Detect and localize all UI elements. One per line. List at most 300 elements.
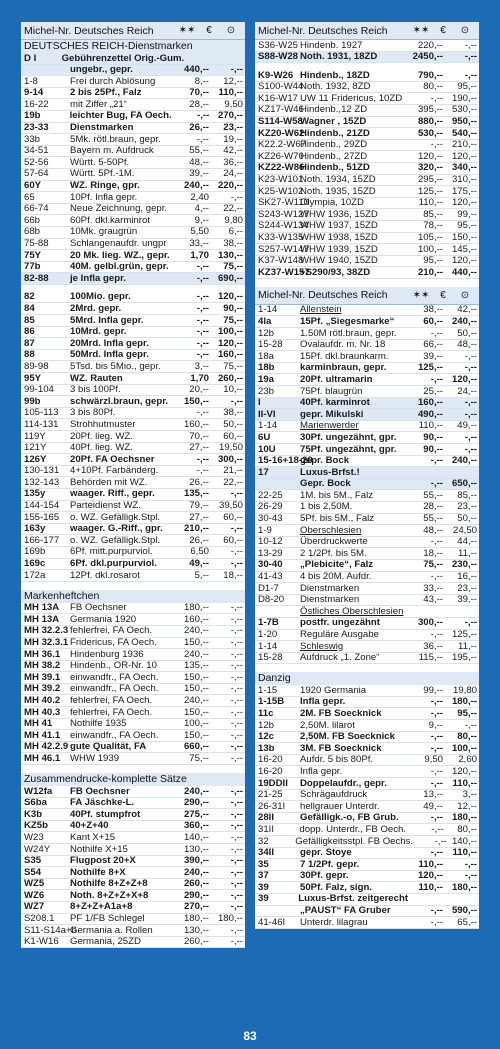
michel-number: 1-8 xyxy=(24,75,38,87)
price-used: -,-- xyxy=(464,69,477,81)
listing-row xyxy=(255,467,479,479)
price-used: 80,-- xyxy=(457,823,477,835)
description: 50Mrd. Infla gepr. xyxy=(70,349,149,361)
price-mint: -,-- xyxy=(196,465,209,477)
michel-number: 33b xyxy=(24,133,41,145)
michel-number: 84 xyxy=(24,302,35,314)
michel-number: 89-98 xyxy=(24,360,49,372)
description: 30Pf. ungezähnt, gpr. xyxy=(300,431,397,443)
price-mint: -,-- xyxy=(196,133,209,145)
listing-row xyxy=(255,824,479,836)
price-used: 270,-- xyxy=(217,110,243,122)
description: 6Pf. dkl.purpurviol. xyxy=(70,558,157,570)
price-mint: 440,-- xyxy=(183,64,209,76)
listing-row xyxy=(21,890,245,902)
price-used: -,-- xyxy=(464,408,477,420)
price-used: 22,-- xyxy=(223,203,243,215)
price-mint: 78,-- xyxy=(423,220,443,232)
price-used: 260,-- xyxy=(217,372,243,384)
listing-row xyxy=(255,618,479,630)
listing-row xyxy=(255,917,479,929)
listing-row xyxy=(255,444,479,456)
michel-number: 1-14 xyxy=(258,640,278,652)
price-mint: -,-- xyxy=(430,478,443,490)
michel-number: S54 xyxy=(24,866,42,878)
listing-row xyxy=(255,606,479,618)
price-mint: 150,-- xyxy=(183,671,209,683)
listing-row xyxy=(21,844,245,856)
price-used: 9,80 xyxy=(224,214,243,226)
listing-row xyxy=(21,396,245,408)
listing-row xyxy=(255,221,479,233)
price-mint: 240,-- xyxy=(183,866,209,878)
price-mint: 6,50 xyxy=(190,546,209,558)
listing-row xyxy=(21,99,245,111)
price-used: 42,-- xyxy=(223,145,243,157)
price-used: -,-- xyxy=(230,936,243,948)
price-used: 110,-- xyxy=(452,777,477,789)
condition-symbol: ✶✶ xyxy=(412,289,430,301)
price-mint: -,-- xyxy=(196,314,209,326)
description: Nothilfe 1935 xyxy=(70,718,127,730)
catalog-header xyxy=(21,22,245,40)
listing-row xyxy=(21,215,245,227)
price-used: 50,-- xyxy=(457,513,477,525)
price-mint: 9,-- xyxy=(428,719,443,731)
description: Hindenb., OR-Nr. 10 xyxy=(70,660,157,672)
price-mint: 120,-- xyxy=(417,870,443,882)
michel-number: 130-131 xyxy=(24,465,60,477)
section-heading: Markenheftchen xyxy=(21,590,245,603)
michel-number: 10U xyxy=(258,443,276,455)
price-mint: 33,-- xyxy=(189,238,209,249)
price-mint: 2,40 xyxy=(190,191,209,203)
listing-row xyxy=(21,315,245,327)
michel-number: 15-28 xyxy=(258,652,283,664)
catalog-panel xyxy=(255,63,479,279)
price-mint: 80,-- xyxy=(423,81,443,93)
michel-number: W24Y xyxy=(24,843,51,855)
michel-number: 88 xyxy=(24,349,35,361)
michel-number: 57-64 xyxy=(24,168,49,180)
price-used: 75,-- xyxy=(223,261,243,273)
price-used: -,-- xyxy=(230,683,243,695)
description: Hindenb. 1927 xyxy=(300,39,363,51)
michel-number: 1-20 xyxy=(258,629,278,640)
price-mint: 260,-- xyxy=(183,936,209,948)
description: 6Pf. mitt.purpurviol. xyxy=(70,546,153,558)
description: Olympia, 10ZD xyxy=(300,197,364,209)
price-mint: 27,-- xyxy=(189,442,209,454)
description: 1.50M rötl.braun, gepr. xyxy=(300,327,397,339)
description: dopp. Unterdr., FB Oech. xyxy=(299,823,407,835)
michel-number: 172a xyxy=(24,569,46,581)
description: 20Pf. lieg. WZ. xyxy=(70,430,133,442)
catalog-header xyxy=(255,22,479,40)
description: Luxus-Brfst.! xyxy=(300,466,360,478)
price-used: 140,-- xyxy=(451,835,477,847)
price-used: -,-- xyxy=(230,64,243,76)
michel-number: 169c xyxy=(24,558,46,570)
price-mint: 1,70 xyxy=(190,372,209,384)
price-used: -,-- xyxy=(230,637,243,648)
michel-number: KZ5b xyxy=(24,820,48,832)
listing-row xyxy=(21,157,245,169)
price-mint: 39,-- xyxy=(423,350,443,362)
price-mint: 39,-- xyxy=(189,168,209,180)
price-used: -,-- xyxy=(230,558,243,570)
description: Dienstmarken xyxy=(300,594,360,606)
listing-row xyxy=(255,743,479,755)
price-used: 110,-- xyxy=(452,847,477,859)
michel-number: S6ba xyxy=(24,797,47,809)
price-mint: -,-- xyxy=(196,272,209,284)
description: gepr. Stoye xyxy=(300,847,352,859)
listing-row xyxy=(255,163,479,175)
description: WZ. Ringe, gpr. xyxy=(70,180,140,192)
description: 75Pf. ungezähnt, gpr. xyxy=(300,443,397,455)
description: einwandfr., FA Oech. xyxy=(70,729,159,741)
price-used: 18,-- xyxy=(223,569,243,581)
price-used: 540,-- xyxy=(451,127,477,139)
description: 3M. FB Soecknick xyxy=(300,742,382,754)
price-mint: 240,-- xyxy=(183,180,209,192)
michel-number: 163y xyxy=(24,523,46,535)
price-mint: 290,-- xyxy=(183,797,209,809)
description: Oberschlesien xyxy=(300,524,362,536)
condition-symbol: € xyxy=(440,25,446,36)
price-mint: -,-- xyxy=(430,905,443,917)
price-mint: 270,-- xyxy=(183,901,209,913)
price-mint: 18,-- xyxy=(423,547,443,559)
listing-row xyxy=(255,894,479,906)
price-used: -,-- xyxy=(464,719,477,731)
price-used: 39,50 xyxy=(218,500,243,512)
listing-row xyxy=(21,408,245,420)
michel-number: 22-25 xyxy=(258,489,283,501)
description: gepr. Bock xyxy=(300,455,350,467)
price-mint: 25,-- xyxy=(423,385,443,397)
price-mint: 240,-- xyxy=(183,625,209,637)
michel-number: K16-W17 xyxy=(258,92,298,104)
price-mint: 530,-- xyxy=(417,127,443,139)
listing-row xyxy=(21,603,245,615)
michel-number: 75-88 xyxy=(24,238,49,249)
price-mint: 115,-- xyxy=(418,652,443,664)
price-used: 60,-- xyxy=(223,430,243,442)
price-used: 3,-- xyxy=(462,789,477,801)
price-mint: 120,-- xyxy=(417,150,443,162)
michel-number: 28II xyxy=(258,812,275,824)
price-mint: 36,-- xyxy=(423,640,443,652)
price-mint: 135,-- xyxy=(183,660,209,672)
price-used: 48,-- xyxy=(457,339,477,351)
listing-row xyxy=(255,490,479,502)
michel-number: S35 xyxy=(24,855,42,867)
price-used: -,-- xyxy=(230,831,243,843)
description: je Infla gepr. xyxy=(70,272,126,284)
description: Doppelaufdr., gepr. xyxy=(300,777,387,789)
michel-number: 19b xyxy=(24,110,41,122)
listing-row xyxy=(255,479,479,491)
price-used: 9,50 xyxy=(224,98,243,110)
price-mint: 100,-- xyxy=(417,243,443,255)
description: 10Mk. graugrün xyxy=(70,226,138,238)
listing-row xyxy=(255,572,479,584)
description: mit Ziffer „21“ xyxy=(70,98,127,110)
listing-row xyxy=(21,742,245,754)
price-used: -,-- xyxy=(464,397,477,409)
price-mint: 150,-- xyxy=(183,706,209,718)
description: Nothilfe 8+Z+Z+8 xyxy=(70,878,148,890)
michel-number: MH 39.1 xyxy=(24,671,61,683)
description: Hindenb., 29ZD xyxy=(300,139,368,151)
description: 40Pf. lieg. WZ. xyxy=(70,442,133,454)
michel-number: W23 xyxy=(24,831,44,843)
price-used: 50,-- xyxy=(457,327,477,339)
description: Germania a. Rollen xyxy=(70,924,153,936)
price-used: 160,-- xyxy=(217,349,243,361)
price-used: 23,-- xyxy=(457,582,477,594)
price-mint: 150,-- xyxy=(183,729,209,741)
michel-number: 121Y xyxy=(24,442,47,454)
listing-row xyxy=(255,363,479,375)
michel-number: MH 32.2.3 xyxy=(24,625,69,637)
price-used: 120,-- xyxy=(451,150,477,162)
michel-number: 119Y xyxy=(24,430,46,442)
michel-number: 4la xyxy=(258,315,272,327)
price-used: -,-- xyxy=(230,488,243,500)
description: 4+10Pf. Farbänderg. xyxy=(70,465,159,477)
listing-row xyxy=(21,146,245,158)
listing-row xyxy=(21,753,245,765)
description: 3 bis 100Pf. xyxy=(70,384,121,396)
price-mint: -,-- xyxy=(430,812,443,824)
price-used: 175,-- xyxy=(451,185,477,197)
listing-row xyxy=(255,882,479,894)
michel-number: 30-43 xyxy=(258,513,283,525)
listing-row xyxy=(255,583,479,595)
price-mint: 2450,-- xyxy=(412,51,443,63)
michel-number: 16-20 xyxy=(258,765,283,777)
price-used: -,-- xyxy=(230,671,243,683)
price-mint: 70,-- xyxy=(189,430,209,442)
price-mint: 320,-- xyxy=(417,162,443,174)
price-used: 120,-- xyxy=(451,373,477,385)
michel-number: 85 xyxy=(24,314,35,326)
description: Hindenburg 1936 xyxy=(70,648,144,660)
michel-number: 114-131 xyxy=(24,418,59,430)
michel-number: KZ37-W157 xyxy=(258,266,310,278)
michel-number: 82 xyxy=(24,291,35,303)
price-used: 38,-- xyxy=(223,238,243,249)
michel-number: 126Y xyxy=(24,453,47,465)
michel-number: 132-143 xyxy=(24,476,60,488)
listing-row xyxy=(21,570,245,582)
description: Dienstmarken xyxy=(70,122,134,134)
price-mint: 49,-- xyxy=(423,800,443,812)
description: waager. G.-Riff., gpr. xyxy=(70,523,163,535)
listing-row xyxy=(21,350,245,362)
description: Luxus-Brfst. zeitgerecht xyxy=(298,893,409,905)
description: Hindenb., 27ZD xyxy=(300,150,368,162)
listing-row xyxy=(21,512,245,524)
description: Reguläre Ausgabe xyxy=(300,629,379,640)
price-mint: 240,-- xyxy=(183,648,209,660)
price-used: 42,-- xyxy=(457,304,477,316)
price-used: -,-- xyxy=(230,889,243,901)
description: 20Pf. ultramarin xyxy=(300,373,373,385)
price-mint: 110,-- xyxy=(418,858,443,870)
description: WHW 1939, 15ZD xyxy=(300,243,378,255)
price-used: 120,-- xyxy=(451,255,477,267)
price-used: 39,-- xyxy=(457,594,477,606)
listing-row xyxy=(21,181,245,193)
michel-number: 144-154 xyxy=(24,500,60,512)
price-used: 49,-- xyxy=(457,420,477,432)
price-mint: 100,-- xyxy=(183,718,209,730)
description: Nothilfe 8+X xyxy=(70,866,126,878)
listing-row xyxy=(21,327,245,339)
description: 75Pf. blaugrün xyxy=(300,385,363,397)
price-used: -,-- xyxy=(230,878,243,890)
description: 40M. gelbl.grün, gepr. xyxy=(70,261,169,273)
price-used: 180,-- xyxy=(451,696,477,708)
left-column xyxy=(21,22,245,948)
michel-number: 155-165 xyxy=(24,511,60,523)
price-mint: 130,-- xyxy=(183,843,209,855)
description: 8+Z+Z+A1a+8 xyxy=(70,901,133,913)
price-used: 180,-- xyxy=(451,812,477,824)
listing-row xyxy=(255,256,479,268)
price-mint: 105,-- xyxy=(417,232,443,243)
price-mint: 125,-- xyxy=(417,185,443,197)
michel-number: 66-74 xyxy=(24,203,49,215)
price-used: 99,-- xyxy=(457,208,477,220)
michel-number: S88-W28 xyxy=(258,51,298,63)
listing-row xyxy=(255,316,479,328)
listing-row xyxy=(21,338,245,350)
description: Infla gepr. xyxy=(300,696,346,708)
price-used: 130,-- xyxy=(217,249,243,261)
michel-number: K22.2-W67 xyxy=(258,139,306,151)
price-mint: 28,-- xyxy=(423,501,443,513)
description: 10Pf. Infla gepr. xyxy=(70,191,138,203)
price-used: -,-- xyxy=(464,51,477,63)
michel-number: 21-25 xyxy=(258,789,283,801)
price-used: 2,60 xyxy=(458,754,477,766)
price-mint: 150,-- xyxy=(183,395,209,407)
price-used: 16,-- xyxy=(457,571,477,583)
price-mint: -,-- xyxy=(430,455,443,467)
condition-symbol: ⊙ xyxy=(226,25,236,36)
description: Aufdruck „1. Zone“ xyxy=(300,652,380,664)
listing-row xyxy=(255,40,479,52)
michel-number: I xyxy=(258,397,261,409)
price-used: 90,-- xyxy=(223,302,243,314)
michel-number: 19DDII xyxy=(258,777,288,789)
description: 12Pf. dkl.rosarot xyxy=(70,569,140,581)
price-used: -,-- xyxy=(230,191,243,203)
price-mint: 66,-- xyxy=(423,339,443,351)
michel-number: KZ26-W70 xyxy=(258,150,304,162)
listing-row xyxy=(21,559,245,571)
michel-number: S244-W134 xyxy=(258,220,309,232)
price-used: 300,-- xyxy=(217,453,243,465)
section-heading: DEUTSCHES REICH-Dienstmarken xyxy=(21,40,245,53)
listing-row xyxy=(255,82,479,94)
michel-number: W12fa xyxy=(24,785,53,797)
price-used: 65,-- xyxy=(457,916,477,928)
description: Bayern m. Aufdruck xyxy=(70,145,154,157)
description: einwandfr., FA Oech. xyxy=(70,683,159,695)
listing-row xyxy=(255,409,479,421)
listing-row xyxy=(21,856,245,868)
description: karminbraun, gepr. xyxy=(300,362,387,374)
michel-number: 39 xyxy=(258,893,269,905)
listing-row xyxy=(255,374,479,386)
price-mint: 110,-- xyxy=(418,197,443,209)
price-mint: 150,-- xyxy=(183,683,209,695)
price-mint: -,-- xyxy=(430,327,443,339)
michel-number: 87 xyxy=(24,337,35,349)
price-mint: 26,-- xyxy=(189,476,209,488)
description: 15Pf. dkl.braunkarm. xyxy=(300,350,389,362)
price-used: 120,-- xyxy=(217,291,243,303)
price-mint: 5,-- xyxy=(194,569,209,581)
price-used: -,-- xyxy=(464,858,477,870)
price-used: 24,-- xyxy=(223,168,243,180)
michel-number: MH 36.1 xyxy=(24,648,61,660)
price-used: 22,-- xyxy=(223,476,243,488)
michel-number: MH 13A xyxy=(24,602,60,614)
price-mint: 70,-- xyxy=(189,87,209,99)
listing-row xyxy=(255,52,479,64)
description: Hindenb., 51ZD xyxy=(300,162,370,174)
price-used: -,-- xyxy=(230,820,243,832)
price-used: 210,-- xyxy=(451,139,477,151)
price-mint: -,-- xyxy=(430,629,443,640)
price-used: 100,-- xyxy=(451,742,477,754)
description: Allenstein xyxy=(300,304,342,316)
description: Aufdr. 5 bis 80Pf. xyxy=(300,754,374,766)
price-used: 340,-- xyxy=(451,162,477,174)
description: UW 11 Fridericus, 10ZD xyxy=(300,92,403,104)
price-mint: 160,-- xyxy=(417,397,443,409)
description: 15Pf. „Siegesmarke“ xyxy=(300,315,395,327)
listing-row xyxy=(255,836,479,848)
price-mint: 290,-- xyxy=(183,889,209,901)
listing-row xyxy=(255,117,479,129)
michel-number: 65 xyxy=(24,191,35,203)
listing-row xyxy=(21,373,245,385)
price-mint: 240,-- xyxy=(183,694,209,706)
michel-number: 68b xyxy=(24,226,41,238)
price-used: 19,50 xyxy=(218,442,243,454)
description: Östliches Oberschlesien xyxy=(300,605,404,617)
listing-row xyxy=(21,649,245,661)
price-mint: 95,-- xyxy=(423,255,443,267)
price-mint: 13,-- xyxy=(423,789,443,801)
price-used: -,-- xyxy=(230,729,243,741)
price-used: 95,-- xyxy=(457,81,477,93)
listing-row xyxy=(255,755,479,767)
price-used: 95,-- xyxy=(457,707,477,719)
catalog-header-title: Michel-Nr. Deutsches Reich xyxy=(24,24,154,37)
price-mint: 210,-- xyxy=(417,266,443,278)
price-mint: 27,-- xyxy=(189,511,209,523)
michel-number: 1-15 xyxy=(258,684,278,696)
